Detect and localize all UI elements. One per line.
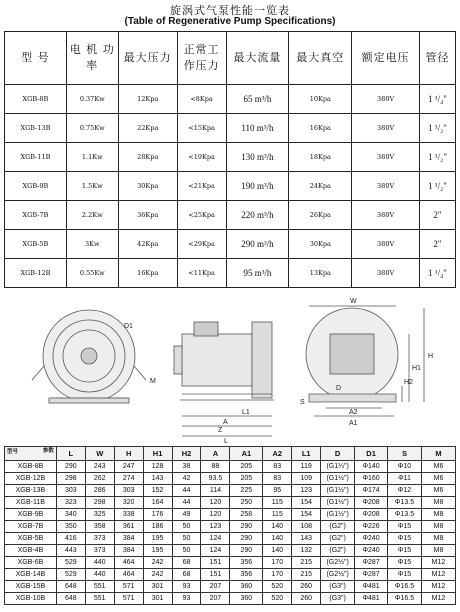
dimension-value-cell: 93 <box>172 581 201 593</box>
dimension-value-cell: 373 <box>85 545 114 557</box>
dimension-value-cell: Φ481 <box>355 593 388 605</box>
dimension-value-cell: Φ13.5 <box>388 509 422 521</box>
dimension-value-cell: 151 <box>201 557 230 569</box>
spec-cell-work-pressure: <25Kpa <box>177 201 226 230</box>
dimension-value-cell: 303 <box>56 485 85 497</box>
dimension-header-cell: A2 <box>263 447 292 461</box>
spec-header-cell: 正常工 作压力 <box>177 32 226 85</box>
dimension-row <box>5 581 456 593</box>
dimension-row <box>5 509 456 521</box>
spec-cell-max-vacuum: 16Kpa <box>289 114 352 143</box>
dimension-value-cell: Φ12 <box>388 485 422 497</box>
spec-cell-model: XGB-9B <box>5 172 67 201</box>
dimension-value-cell: (G2½") <box>321 557 355 569</box>
dimension-value-cell: 361 <box>114 521 143 533</box>
spec-row <box>5 201 456 230</box>
dimension-value-cell: 242 <box>143 557 172 569</box>
spec-cell-max-pressure: 30Kpa <box>118 172 177 201</box>
dimension-value-cell: 195 <box>143 545 172 557</box>
spec-cell-power: 0.55Kw <box>66 259 118 288</box>
dimension-value-cell: 207 <box>201 581 230 593</box>
dimension-value-cell: 298 <box>56 473 85 485</box>
dimension-value-cell: M6 <box>421 461 455 473</box>
spec-cell-voltage: 380V <box>352 143 420 172</box>
dimension-header-cell: L1 <box>292 447 321 461</box>
dimension-value-cell: M6 <box>421 473 455 485</box>
spec-row <box>5 85 456 114</box>
dimension-value-cell: 260 <box>292 581 321 593</box>
spec-cell-max-flow: 190 m³/h <box>226 172 289 201</box>
dimension-value-cell: 88 <box>201 461 230 473</box>
dimension-header-row <box>5 447 456 461</box>
dimension-value-cell: Φ15 <box>388 569 422 581</box>
dimension-value-cell: 520 <box>263 593 292 605</box>
dimension-value-cell: 186 <box>143 521 172 533</box>
dimension-value-cell: 384 <box>114 545 143 557</box>
dimension-value-cell: M6 <box>421 485 455 497</box>
spec-cell-work-pressure: <21Kpa <box>177 172 226 201</box>
dimension-header-cell: L <box>56 447 85 461</box>
spec-cell-pipe: 1 ¹/₂" <box>420 114 456 143</box>
dimension-value-cell: (G1½") <box>321 497 355 509</box>
dimension-value-cell: 529 <box>56 569 85 581</box>
dimension-value-cell: M8 <box>421 545 455 557</box>
label-H2: H2 <box>404 379 413 386</box>
dimension-value-cell: 290 <box>230 521 263 533</box>
dimension-value-cell: 290 <box>230 533 263 545</box>
dimension-value-cell: 128 <box>143 461 172 473</box>
label-H1: H1 <box>412 365 421 372</box>
dimension-value-cell: 176 <box>143 509 172 521</box>
dimension-value-cell: 260 <box>292 593 321 605</box>
dimension-model-cell: XGB-4B <box>5 545 57 557</box>
dimension-value-cell: (G2") <box>321 545 355 557</box>
spec-cell-pipe: 2" <box>420 230 456 259</box>
dimension-value-cell: Φ287 <box>355 557 388 569</box>
dimension-row <box>5 557 456 569</box>
dimension-value-cell: 373 <box>85 533 114 545</box>
dimension-model-cell: XGB-14B <box>5 569 57 581</box>
dimension-header-cell: D <box>321 447 355 461</box>
dimension-value-cell: 443 <box>56 545 85 557</box>
dimension-value-cell: Φ11 <box>388 473 422 485</box>
spec-cell-power: 0.75Kw <box>66 114 118 143</box>
spec-body <box>5 85 456 288</box>
dimension-value-cell: 119 <box>292 461 321 473</box>
dimension-value-cell: Φ16.5 <box>388 593 422 605</box>
dimension-value-cell: (G2½") <box>321 569 355 581</box>
dimension-row <box>5 473 456 485</box>
page-title: 旋涡式气泵性能一览表 <box>170 4 290 17</box>
dimension-value-cell: 384 <box>114 533 143 545</box>
spec-cell-power: 2.2Kw <box>66 201 118 230</box>
label-M: M <box>150 378 156 385</box>
dimension-value-cell: 290 <box>56 461 85 473</box>
dimension-header-cell: W <box>85 447 114 461</box>
dimension-value-cell: 108 <box>292 521 321 533</box>
dimension-value-cell: 356 <box>230 557 263 569</box>
dimension-value-cell: 205 <box>230 473 263 485</box>
spec-cell-pipe: 1 ¹/₂" <box>420 143 456 172</box>
dimension-value-cell: 242 <box>143 569 172 581</box>
dimension-model-cell: XGB-12B <box>5 473 57 485</box>
label-D: D <box>336 385 342 392</box>
dimension-model-cell: XGB-8B <box>5 461 57 473</box>
dimension-value-cell: 298 <box>85 497 114 509</box>
dimension-value-cell: 170 <box>263 557 292 569</box>
dimension-value-cell: 243 <box>85 461 114 473</box>
label-W: W <box>350 298 357 305</box>
dimension-model-cell: XGB-5B <box>5 533 57 545</box>
dimension-value-cell: (G2") <box>321 533 355 545</box>
dimension-header-cell: A <box>201 447 230 461</box>
dimension-value-cell: 44 <box>172 485 201 497</box>
spec-cell-work-pressure: <19Kpa <box>177 143 226 172</box>
spec-cell-max-pressure: 16Kpa <box>118 259 177 288</box>
spec-header-row <box>5 32 456 85</box>
corner-row-label: 型号 <box>7 449 19 455</box>
spec-header-cell: 管径 <box>420 32 456 85</box>
spec-header-cell: 型 号 <box>5 32 67 85</box>
spec-header-cell: 额定电压 <box>352 32 420 85</box>
dimension-value-cell: 340 <box>56 509 85 521</box>
dimension-value-cell: 93.5 <box>201 473 230 485</box>
dimension-value-cell: 360 <box>230 581 263 593</box>
spec-cell-model: XGB-5B <box>5 230 67 259</box>
dimension-corner-cell <box>5 447 57 461</box>
spec-cell-voltage: 380V <box>352 85 420 114</box>
dimension-value-cell: Φ481 <box>355 581 388 593</box>
spec-cell-work-pressure: <29Kpa <box>177 230 226 259</box>
spec-cell-pipe: 1 ¹/₄" <box>420 259 456 288</box>
dimension-value-cell: 356 <box>230 569 263 581</box>
dimension-value-cell: 120 <box>201 497 230 509</box>
dimension-value-cell: M12 <box>421 581 455 593</box>
dimension-value-cell: 124 <box>201 533 230 545</box>
dimension-model-cell: XGB-11B <box>5 497 57 509</box>
dimension-value-cell: 68 <box>172 569 201 581</box>
dimension-value-cell: 520 <box>263 581 292 593</box>
spec-cell-model: XGB-12B <box>5 259 67 288</box>
spec-cell-max-flow: 95 m³/h <box>226 259 289 288</box>
dimension-value-cell: 258 <box>230 509 263 521</box>
spec-cell-power: 0.37Kw <box>66 85 118 114</box>
spec-cell-max-pressure: 36Kpa <box>118 201 177 230</box>
dimension-value-cell: Φ208 <box>355 497 388 509</box>
spec-cell-model: XGB-13B <box>5 114 67 143</box>
spec-header-cell: 最大流量 <box>226 32 289 85</box>
dimension-value-cell: 140 <box>263 545 292 557</box>
dimension-value-cell: Φ226 <box>355 521 388 533</box>
dimension-value-cell: 301 <box>143 581 172 593</box>
dimension-value-cell: Φ10 <box>388 461 422 473</box>
page-subtitle: (Table of Regenerative Pump Specifications) <box>124 16 336 27</box>
dimension-value-cell: 93 <box>172 593 201 605</box>
dimension-body <box>5 461 456 605</box>
dimension-value-cell: 648 <box>56 581 85 593</box>
dimension-value-cell: 123 <box>292 485 321 497</box>
dimension-value-cell: M12 <box>421 593 455 605</box>
dimension-value-cell: 320 <box>114 497 143 509</box>
dimension-model-cell: XGB-15B <box>5 581 57 593</box>
dimension-value-cell: 42 <box>172 473 201 485</box>
spec-header-cell: 最大压力 <box>118 32 177 85</box>
dimension-value-cell: 154 <box>292 497 321 509</box>
spec-row <box>5 230 456 259</box>
dimension-value-cell: 44 <box>172 497 201 509</box>
spec-row <box>5 143 456 172</box>
dimension-row <box>5 593 456 605</box>
label-A: A <box>223 419 228 426</box>
spec-cell-voltage: 380V <box>352 230 420 259</box>
dimension-value-cell: 323 <box>56 497 85 509</box>
dimension-value-cell: Φ240 <box>355 533 388 545</box>
dimension-value-cell: 205 <box>230 461 263 473</box>
dimension-value-cell: 123 <box>201 521 230 533</box>
dimension-value-cell: 109 <box>292 473 321 485</box>
dimension-value-cell: 38 <box>172 461 201 473</box>
dimension-value-cell: 151 <box>201 569 230 581</box>
dimension-value-cell: 648 <box>56 593 85 605</box>
dimension-value-cell: 115 <box>263 509 292 521</box>
dimension-header-cell: D1 <box>355 447 388 461</box>
dimension-value-cell: 358 <box>85 521 114 533</box>
dimension-model-cell: XGB-13B <box>5 485 57 497</box>
spec-cell-max-flow: 130 m³/h <box>226 143 289 172</box>
dimension-value-cell: (G1½") <box>321 485 355 497</box>
dimension-header-cell: H1 <box>143 447 172 461</box>
spec-cell-max-vacuum: 26Kpa <box>289 201 352 230</box>
label-H: H <box>428 353 434 360</box>
dimension-value-cell: 262 <box>85 473 114 485</box>
dimension-value-cell: Φ287 <box>355 569 388 581</box>
spec-cell-voltage: 380V <box>352 114 420 143</box>
corner-col-label: 参数 <box>42 448 54 454</box>
spec-cell-max-vacuum: 13Kpa <box>289 259 352 288</box>
dimension-value-cell: Φ13.5 <box>388 497 422 509</box>
spec-cell-max-vacuum: 10Kpa <box>289 85 352 114</box>
dimension-value-cell: 416 <box>56 533 85 545</box>
spec-row <box>5 114 456 143</box>
dimension-value-cell: 215 <box>292 569 321 581</box>
dimension-value-cell: 95 <box>263 485 292 497</box>
dimension-value-cell: (G1½") <box>321 509 355 521</box>
spec-cell-pipe: 1 ¹/₂" <box>420 172 456 201</box>
spec-cell-power: 3Kw <box>66 230 118 259</box>
dimension-value-cell: 140 <box>263 533 292 545</box>
dimension-header-cell: H <box>114 447 143 461</box>
dimension-value-cell: Φ15 <box>388 557 422 569</box>
dimension-value-cell: 143 <box>143 473 172 485</box>
spec-cell-power: 1.5Kw <box>66 172 118 201</box>
dimension-value-cell: 286 <box>85 485 114 497</box>
dimension-value-cell: 464 <box>114 557 143 569</box>
end-view-housing <box>306 306 424 416</box>
dimension-value-cell: (G2") <box>321 521 355 533</box>
dimension-value-cell: 83 <box>263 461 292 473</box>
label-Z: Z <box>218 427 223 434</box>
dimension-value-cell: 250 <box>230 497 263 509</box>
dimension-value-cell: Φ160 <box>355 473 388 485</box>
dimension-value-cell: 120 <box>201 509 230 521</box>
spec-cell-pipe: 1 ¹/₄" <box>420 85 456 114</box>
dimension-header-cell: M <box>421 447 455 461</box>
dimension-row <box>5 521 456 533</box>
spec-row <box>5 172 456 201</box>
spec-cell-work-pressure: <8Kpa <box>177 85 226 114</box>
dimension-value-cell: Φ15 <box>388 521 422 533</box>
dimension-value-cell: 50 <box>172 545 201 557</box>
spec-cell-max-pressure: 28Kpa <box>118 143 177 172</box>
dimension-value-cell: Φ174 <box>355 485 388 497</box>
spec-cell-max-flow: 290 m³/h <box>226 230 289 259</box>
spec-cell-power: 1.1Kw <box>66 143 118 172</box>
dimension-value-cell: 83 <box>263 473 292 485</box>
dimension-value-cell: 551 <box>85 593 114 605</box>
dimension-value-cell: (G3") <box>321 581 355 593</box>
label-L: L <box>224 438 228 444</box>
dimension-value-cell: 301 <box>143 593 172 605</box>
dimension-value-cell: 195 <box>143 533 172 545</box>
dimension-model-cell: XGB-7B <box>5 521 57 533</box>
dimension-value-cell: M8 <box>421 521 455 533</box>
dimension-value-cell: 170 <box>263 569 292 581</box>
spec-cell-voltage: 380V <box>352 259 420 288</box>
dimension-row <box>5 569 456 581</box>
dimension-value-cell: (G1¼") <box>321 461 355 473</box>
dimension-value-cell: 124 <box>201 545 230 557</box>
dimension-value-cell: 529 <box>56 557 85 569</box>
spec-cell-model: XGB-7B <box>5 201 67 230</box>
dimension-value-cell: 115 <box>263 497 292 509</box>
dimension-value-cell: 207 <box>201 593 230 605</box>
spec-cell-max-flow: 110 m³/h <box>226 114 289 143</box>
dimension-value-cell: M8 <box>421 509 455 521</box>
dimension-model-cell: XGB-10B <box>5 593 57 605</box>
dimension-value-cell: 440 <box>85 557 114 569</box>
dimension-value-cell: (G3") <box>321 593 355 605</box>
dimension-value-cell: 114 <box>201 485 230 497</box>
spec-cell-work-pressure: <15Kpa <box>177 114 226 143</box>
spec-cell-max-pressure: 42Kpa <box>118 230 177 259</box>
dimension-value-cell: (G1½") <box>321 473 355 485</box>
spec-cell-max-pressure: 22Kpa <box>118 114 177 143</box>
dimension-row <box>5 485 456 497</box>
dimension-value-cell: M8 <box>421 533 455 545</box>
spec-cell-work-pressure: <11Kpa <box>177 259 226 288</box>
spec-table <box>4 31 456 288</box>
dimension-value-cell: 571 <box>114 593 143 605</box>
dimension-value-cell: 225 <box>230 485 263 497</box>
dimension-row <box>5 533 456 545</box>
dimension-value-cell: 50 <box>172 521 201 533</box>
dimension-value-cell: 68 <box>172 557 201 569</box>
dimension-model-cell: XGB-9B <box>5 509 57 521</box>
spec-cell-voltage: 380V <box>352 201 420 230</box>
dimension-header-cell: A1 <box>230 447 263 461</box>
dimension-value-cell: 49 <box>172 509 201 521</box>
dimension-value-cell: 132 <box>292 545 321 557</box>
spec-cell-model: XGB-8B <box>5 85 67 114</box>
dimension-value-cell: M8 <box>421 497 455 509</box>
dimension-value-cell: 140 <box>263 521 292 533</box>
dimension-value-cell: Φ208 <box>355 509 388 521</box>
dimension-value-cell: 152 <box>143 485 172 497</box>
dimension-model-cell: XGB-6B <box>5 557 57 569</box>
dimension-value-cell: 50 <box>172 533 201 545</box>
dimension-row <box>5 545 456 557</box>
dimension-value-cell: 464 <box>114 569 143 581</box>
dimension-value-cell: 325 <box>85 509 114 521</box>
dimension-value-cell: 551 <box>85 581 114 593</box>
dimension-value-cell: M12 <box>421 569 455 581</box>
spec-row <box>5 259 456 288</box>
spec-cell-max-flow: 65 m³/h <box>226 85 289 114</box>
dimension-value-cell: 164 <box>143 497 172 509</box>
spec-header-cell: 电 机 功 率 <box>66 32 118 85</box>
dimension-value-cell: Φ16.5 <box>388 581 422 593</box>
dimension-value-cell: Φ240 <box>355 545 388 557</box>
dimension-value-cell: 440 <box>85 569 114 581</box>
dimension-value-cell: 247 <box>114 461 143 473</box>
label-S: S <box>300 399 305 406</box>
spec-cell-voltage: 380V <box>352 172 420 201</box>
spec-cell-max-vacuum: 24Kpa <box>289 172 352 201</box>
dimension-value-cell: 360 <box>230 593 263 605</box>
dimension-value-cell: Φ140 <box>355 461 388 473</box>
label-D1: D1 <box>124 323 133 330</box>
dimension-value-cell: Φ15 <box>388 533 422 545</box>
dimension-value-cell: 350 <box>56 521 85 533</box>
spec-cell-max-vacuum: 30Kpa <box>289 230 352 259</box>
spec-cell-max-vacuum: 18Kpa <box>289 143 352 172</box>
spec-cell-pipe: 2" <box>420 201 456 230</box>
dimension-value-cell: 215 <box>292 557 321 569</box>
spec-cell-max-flow: 220 m³/h <box>226 201 289 230</box>
dimension-value-cell: 290 <box>230 545 263 557</box>
spec-cell-model: XGB-11B <box>5 143 67 172</box>
dimension-table <box>4 446 456 605</box>
dimension-value-cell: M12 <box>421 557 455 569</box>
dimension-row <box>5 497 456 509</box>
dimension-value-cell: Φ15 <box>388 545 422 557</box>
label-A2: A2 <box>349 409 358 416</box>
spec-header-cell: 最大真空 <box>289 32 352 85</box>
dimension-header-cell: H2 <box>172 447 201 461</box>
dimension-value-cell: 143 <box>292 533 321 545</box>
dimension-value-cell: 274 <box>114 473 143 485</box>
dimension-value-cell: 338 <box>114 509 143 521</box>
label-A1: A1 <box>349 420 358 427</box>
label-L1: L1 <box>242 409 250 416</box>
dimension-row <box>5 461 456 473</box>
pump-dimension-drawing <box>4 294 456 444</box>
dimension-value-cell: 154 <box>292 509 321 521</box>
dimension-header-cell: S <box>388 447 422 461</box>
spec-cell-max-pressure: 12Kpa <box>118 85 177 114</box>
dimension-value-cell: 303 <box>114 485 143 497</box>
dimension-value-cell: 571 <box>114 581 143 593</box>
